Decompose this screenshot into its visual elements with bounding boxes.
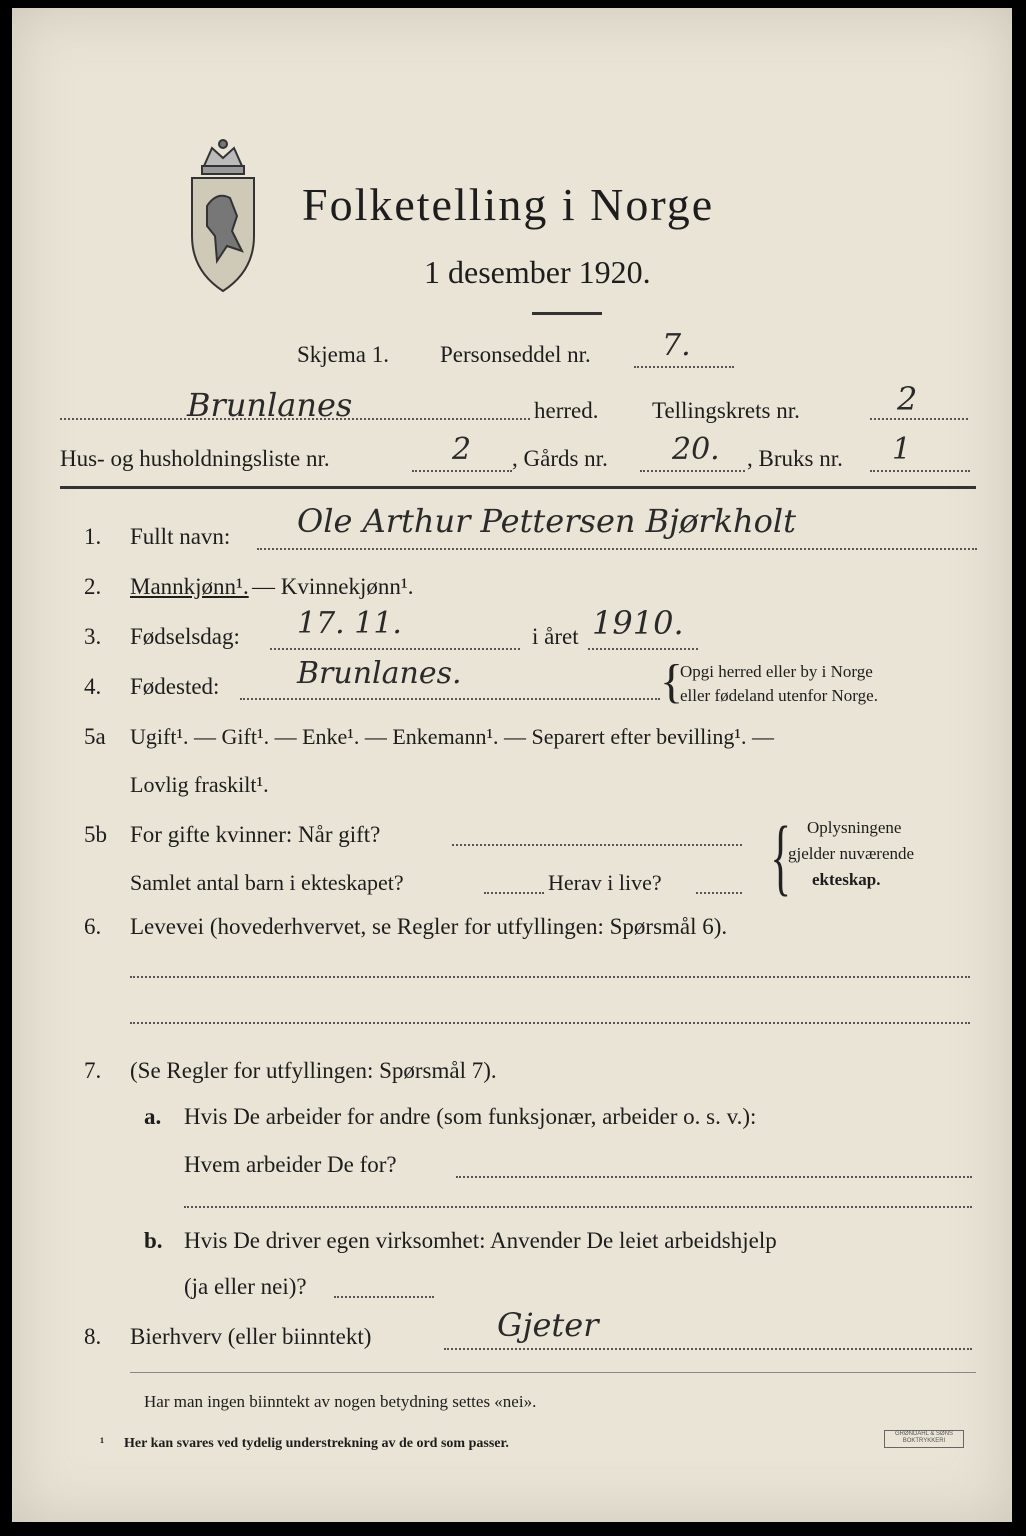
q7-label: (Se Regler for utfyllingen: Spørsmål 7). [130,1058,497,1083]
q5a-number: 5a [84,724,106,749]
q7-number: 7. [84,1058,102,1083]
q6-number: 6. [84,914,102,939]
q4-label: Fødested: [130,674,220,699]
footer-note: Har man ingen biinntekt av nogen betydning settes «nei». [144,1392,537,1411]
skjema-label: Skjema 1. [297,342,389,367]
q5b-note-1: Oplysningene [807,818,902,837]
children-total-line[interactable] [484,892,544,894]
herred-line [60,418,530,420]
q7b-line-2: (ja eller nei)? [184,1274,307,1299]
husliste-label: Hus- og husholdningsliste nr. [60,446,330,471]
employer-line-2[interactable] [184,1206,972,1208]
birthplace-line [240,698,660,700]
q1-label: Fullt navn: [130,524,231,549]
tellingskrets-value[interactable]: 2 [897,380,918,418]
gender-rest-options[interactable]: — Kvinnekjønn¹. [252,574,414,599]
q3-number: 3. [84,624,102,649]
q7b-number: b. [144,1228,163,1253]
husliste-line [412,470,512,472]
gender-male-option[interactable]: Mannkjønn¹. [130,574,249,599]
q7b-line-1: Hvis De driver egen virksomhet: Anvender De leiet arbeidshjelp [184,1228,777,1253]
side-income-line [444,1348,972,1350]
tellingskrets-line [870,418,968,420]
q5b-label-children: Samlet antal barn i ekteskapet? [130,870,404,895]
q8-number: 8. [84,1324,102,1349]
tellingskrets-label: Tellingskrets nr. [652,398,800,423]
side-income-value[interactable]: Gjeter [497,1306,599,1344]
q8-label: Bierhverv (eller biinntekt) [130,1324,372,1349]
footnote-mark: ¹ [100,1436,105,1451]
coat-of-arms-icon [182,136,264,296]
q7a-line-2: Hvem arbeider De for? [184,1152,397,1177]
bruks-label: , Bruks nr. [747,446,843,471]
personseddel-label: Personseddel nr. [440,342,591,367]
married-date-line[interactable] [452,844,742,846]
marital-status-divorced[interactable]: Lovlig fraskilt¹. [130,772,269,797]
full-name-line [257,548,977,550]
birthplace-value[interactable]: Brunlanes. [297,656,462,691]
occupation-line-2[interactable] [130,1022,970,1024]
personseddel-value[interactable]: 7. [662,328,691,363]
page-title: Folketelling i Norge [302,179,715,230]
q7a-number: a. [144,1104,162,1129]
q4-number: 4. [84,674,102,699]
census-date: 1 desember 1920. [424,254,651,290]
printer-stamp: GRØNDAHL & SØNS BOKTRYKKERI [884,1430,964,1448]
census-form-page [12,8,1012,1522]
footer-divider [130,1372,976,1373]
birthdate-line [270,648,520,650]
q4-brace: { [660,655,684,708]
q5b-label-alive: Herav i live? [548,870,662,895]
year-label: i året [532,624,579,649]
title-rule [532,312,602,315]
q5b-note-3: ekteskap. [812,870,881,889]
q5b-label-married: For gifte kvinner: Når gift? [130,822,381,847]
q3-label: Fødselsdag: [130,624,240,649]
q6-label: Levevei (hovederhvervet, se Regler for utfyllingen: Spørsmål 6). [130,914,728,939]
herred-value[interactable]: Brunlanes [187,386,353,424]
herred-label: herred. [534,398,599,423]
personseddel-line [634,366,734,368]
q5b-note-2: gjelder nuværende [788,844,915,863]
children-alive-line[interactable] [696,892,742,894]
marital-status-options[interactable]: Ugift¹. — Gift¹. — Enke¹. — Enkemann¹. — Separert efter bevilling¹. — [130,724,774,749]
hired-help-line[interactable] [334,1296,434,1298]
q1-number: 1. [84,524,102,549]
occupation-line-1[interactable] [130,976,970,978]
full-name-value[interactable]: Ole Arthur Pettersen Bjørkholt [297,502,797,540]
q4-note-2: eller fødeland utenfor Norge. [680,686,878,705]
gards-line [640,470,745,472]
q2-number: 2. [84,574,102,599]
q7a-line-1: Hvis De arbeider for andre (som funksjonær, arbeider o. s. v.): [184,1104,757,1129]
q4-note-1: Opgi herred eller by i Norge [680,662,873,681]
bruks-line [870,470,970,472]
q5b-number: 5b [84,822,107,847]
birth-year-line [588,648,698,650]
gards-label: , Gårds nr. [512,446,608,471]
q5b-brace: { [770,808,791,904]
employer-line-1[interactable] [456,1176,972,1178]
husliste-value[interactable]: 2 [452,432,472,467]
birth-year-value[interactable]: 1910. [592,604,684,642]
bruks-value[interactable]: 1 [892,432,912,467]
footnote-text: Her kan svares ved tydelig understrekning av de ord som passer. [124,1436,509,1451]
gards-value[interactable]: 20. [672,432,720,467]
birthdate-value[interactable]: 17. 11. [297,606,402,641]
header-divider [60,486,976,489]
